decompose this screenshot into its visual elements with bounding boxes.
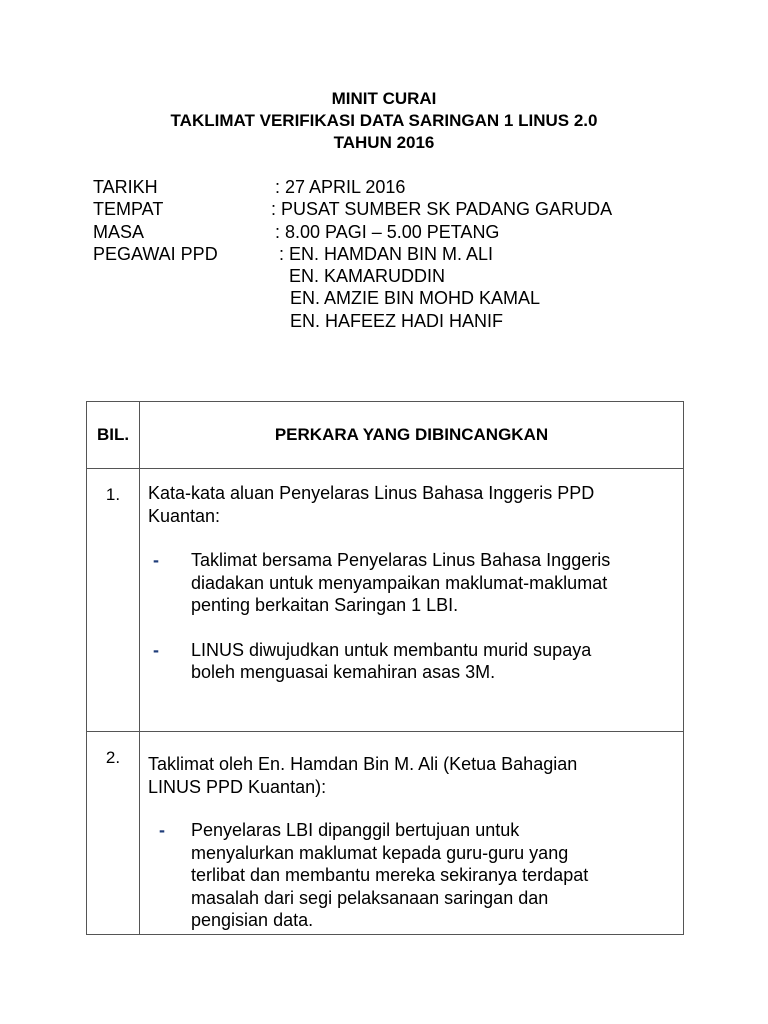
row-content xyxy=(140,732,684,935)
table-row xyxy=(87,732,684,935)
text-line: menyalurkan maklumat kepada guru-guru yang xyxy=(191,842,569,863)
perkara-header: PERKARA YANG DIBINCANGKAN xyxy=(140,402,684,469)
text-line: terlibat dan membantu mereka sekiranya terdapat xyxy=(191,865,589,885)
pegawai-value: : EN. HAMDAN BIN M. ALI xyxy=(279,243,494,264)
dash-bullet: - xyxy=(153,639,159,660)
row-number: 2. xyxy=(87,732,140,935)
bullet-item xyxy=(140,639,683,684)
text-line: penting berkaitan Saringan 1 LBI. xyxy=(191,595,459,615)
text-line: Taklimat bersama Penyelaras Linus Bahasa Inggeris xyxy=(191,550,611,570)
masa-label: MASA xyxy=(93,221,145,242)
row-number: 1. xyxy=(87,469,140,732)
row-content xyxy=(140,469,684,732)
text-line: Kata-kata aluan Penyelaras Linus Bahasa Inggeris PPD xyxy=(148,483,595,503)
masa-value: : 8.00 PAGI – 5.00 PETANG xyxy=(275,221,500,242)
tempat-value: : PUSAT SUMBER SK PADANG GARUDA xyxy=(271,199,613,220)
title-line-3: TAHUN 2016 xyxy=(333,133,435,152)
bil-header: BIL. xyxy=(87,402,140,469)
bullet-item xyxy=(140,549,683,617)
text-line: LINUS diwujudkan untuk membantu murid supaya xyxy=(191,639,592,660)
text-line: masalah dari segi pelaksanaan saringan dan xyxy=(191,887,549,908)
tempat-label: TEMPAT xyxy=(93,199,164,220)
text-line: boleh menguasai kemahiran asas 3M. xyxy=(191,662,496,682)
row-lead-text xyxy=(140,732,683,798)
table-header-row xyxy=(87,402,684,469)
text-line: pengisian data. xyxy=(191,910,314,930)
pegawai-value: EN. HAFEEZ HADI HANIF xyxy=(290,310,504,331)
title-line-1: MINIT CURAI xyxy=(331,89,437,108)
tarikh-label: TARIKH xyxy=(93,177,158,197)
row-lead-text xyxy=(140,469,683,527)
minutes-table xyxy=(86,401,684,935)
document-title xyxy=(0,88,768,154)
text-line: diadakan untuk menyampaikan maklumat-maklumat xyxy=(191,572,608,593)
pegawai-value: EN. KAMARUDDIN xyxy=(289,266,446,287)
text-line: LINUS PPD Kuantan): xyxy=(148,776,327,797)
title-line-2: TAKLIMAT VERIFIKASI DATA SARINGAN 1 LINUS 2.0 xyxy=(170,111,598,130)
tarikh-value: : 27 APRIL 2016 xyxy=(275,177,406,197)
text-line: Kuantan: xyxy=(148,505,221,526)
pegawai-value: EN. AMZIE BIN MOHD KAMAL xyxy=(290,288,541,309)
pegawai-label: PEGAWAI PPD xyxy=(93,243,218,264)
bullet-item xyxy=(140,819,683,932)
text-line: Taklimat oleh En. Hamdan Bin M. Ali (Ketua Bahagian xyxy=(148,754,578,774)
text-line: Penyelaras LBI dipanggil bertujuan untuk xyxy=(191,820,520,840)
table-row xyxy=(87,469,684,732)
dash-bullet: - xyxy=(159,820,165,840)
dash-bullet: - xyxy=(153,550,159,570)
